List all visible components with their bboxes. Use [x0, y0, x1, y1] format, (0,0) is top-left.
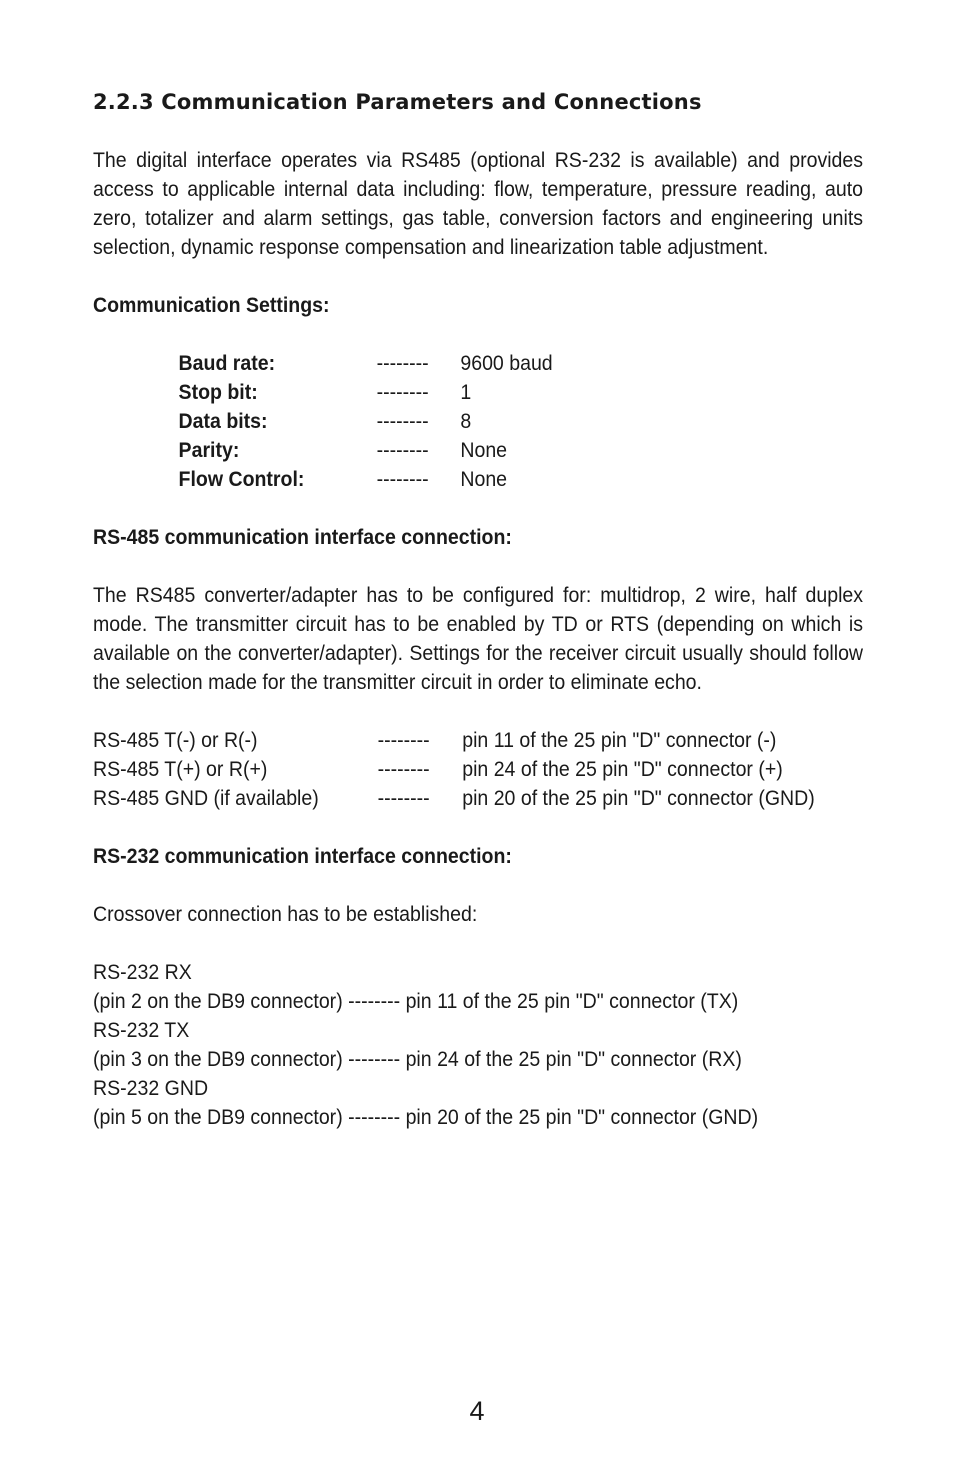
rs485-pin: pin 20 of the 25 pin "D" connector (GND): [462, 787, 815, 810]
rs232-pin-list: [93, 958, 863, 1132]
rs232-detail: (pin 2 on the DB9 connector) -------- pin 11 of the 25 pin "D" connector (TX): [93, 990, 739, 1013]
setting-row-flow-control: [179, 465, 863, 494]
setting-row-baud-rate: [179, 349, 863, 378]
setting-row-parity: [179, 436, 863, 465]
rs485-separator: --------: [377, 758, 430, 781]
rs485-signal: RS-485 GND (if available): [93, 787, 319, 810]
setting-value: 9600 baud: [460, 352, 553, 375]
rs485-separator: --------: [377, 787, 430, 810]
section-heading: 2.2.3 Communication Parameters and Connections: [93, 90, 702, 114]
rs485-description: The RS485 converter/adapter has to be configured for: multidrop, 2 wire, half duplex mode. The transmitter circuit has to be enabled by TD or RTS (depending on which is available on the converter/adapter). Settings for the receiver circuit usually should follow the selection made for the transmitter circuit in order to eliminate echo.: [93, 584, 864, 694]
rs232-detail: (pin 3 on the DB9 connector) -------- pin 24 of the 25 pin "D" connector (RX): [93, 1048, 742, 1071]
rs485-title: RS-485 communication interface connection:: [93, 526, 512, 549]
rs485-pin: pin 24 of the 25 pin "D" connector (+): [462, 758, 783, 781]
setting-label: Parity:: [178, 439, 240, 462]
rs485-pin: pin 11 of the 25 pin "D" connector (-): [462, 729, 777, 752]
rs232-title: RS-232 communication interface connection:: [93, 845, 512, 868]
rs485-row: [93, 755, 863, 784]
setting-label: Data bits:: [178, 410, 268, 433]
setting-label: Baud rate:: [178, 352, 276, 375]
setting-value: 8: [460, 410, 472, 433]
rs232-detail: (pin 5 on the DB9 connector) -------- pin 20 of the 25 pin "D" connector (GND): [93, 1106, 759, 1129]
rs485-pin-table: [93, 726, 863, 813]
rs232-signal: RS-232 TX: [93, 1019, 190, 1042]
setting-value: None: [460, 468, 508, 491]
intro-paragraph: The digital interface operates via RS485 (optional RS-232 is available) and provides access to applicable internal data including: flow, temperature, pressure reading, auto zero, totalizer and alarm settings, gas table, conversion factors and engineering units selection, dynamic response compensation and linearization table adjustment.: [93, 149, 864, 259]
page-number: 4: [469, 1396, 485, 1426]
setting-row-stop-bit: [179, 378, 863, 407]
setting-separator: --------: [376, 352, 429, 375]
rs485-row: [93, 726, 863, 755]
setting-separator: --------: [376, 468, 429, 491]
comm-settings-table: [179, 349, 863, 494]
rs485-separator: --------: [377, 729, 430, 752]
rs232-description: Crossover connection has to be established:: [93, 903, 478, 926]
setting-label: Stop bit:: [178, 381, 258, 404]
setting-separator: --------: [376, 381, 429, 404]
setting-row-data-bits: [179, 407, 863, 436]
setting-value: None: [460, 439, 508, 462]
setting-separator: --------: [376, 439, 429, 462]
rs232-signal: RS-232 RX: [93, 961, 192, 984]
manual-page: [93, 88, 863, 1132]
section-body: [93, 146, 863, 1132]
setting-value: 1: [460, 381, 472, 404]
rs485-signal: RS-485 T(-) or R(-): [93, 729, 258, 752]
rs485-signal: RS-485 T(+) or R(+): [93, 758, 268, 781]
rs485-row: [93, 784, 863, 813]
setting-separator: --------: [376, 410, 429, 433]
setting-label: Flow Control:: [178, 468, 305, 491]
rs232-signal: RS-232 GND: [93, 1077, 209, 1100]
comm-settings-title: Communication Settings:: [93, 294, 330, 317]
